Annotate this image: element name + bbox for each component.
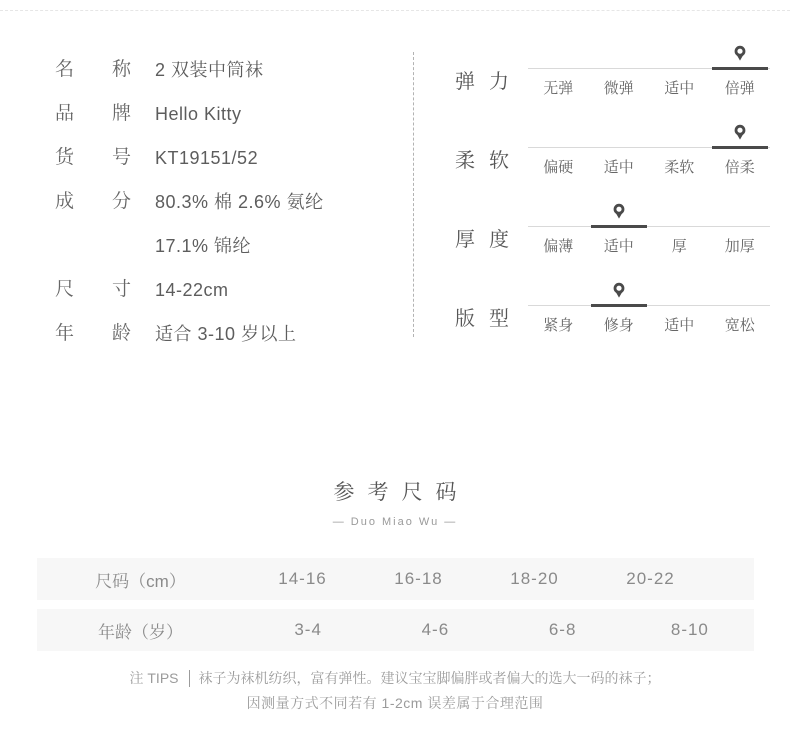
tips-text-line1: 袜子为袜机纺织，富有弹性。建议宝宝脚偏胖或者偏大的选大一码的袜子； <box>198 670 661 686</box>
row-cells <box>245 569 754 589</box>
table-row-size <box>37 558 754 600</box>
spec-value: 80.3% 棉 2.6% 氨纶 17.1% 锦纶 <box>155 192 324 256</box>
location-pin-icon <box>612 203 626 222</box>
spec-value: 适合 3-10 岁以上 <box>155 324 297 344</box>
spec-list <box>55 44 413 368</box>
location-pin-icon <box>733 124 747 143</box>
slider-option: 适中 <box>664 317 695 334</box>
spec-label: 年龄 <box>55 323 131 344</box>
spec-row-brand <box>55 104 413 124</box>
location-pin-icon <box>733 45 747 64</box>
slider-option: 偏薄 <box>543 238 574 255</box>
spec-label: 货号 <box>55 147 131 168</box>
active-segment <box>591 304 648 307</box>
table-cell: 18-20 <box>510 569 559 588</box>
slider-option: 柔软 <box>664 159 695 176</box>
location-pin-icon <box>612 282 626 301</box>
spec-row-size <box>55 280 413 300</box>
spec-label: 品牌 <box>55 103 131 124</box>
slider-track <box>528 68 770 98</box>
spec-row-item-no <box>55 148 413 168</box>
tips-divider <box>189 670 190 687</box>
table-row-age <box>37 609 754 651</box>
slider-name: 厚度 <box>455 229 509 251</box>
slider-softness <box>455 123 790 177</box>
slider-track <box>528 147 770 177</box>
table-cell: 4-6 <box>421 620 450 639</box>
slider-option: 适中 <box>664 80 695 97</box>
section-title: 参考尺码 <box>333 481 470 504</box>
slider-option: 修身 <box>589 306 650 335</box>
spec-label: 成分 <box>55 191 131 212</box>
slider-fit <box>455 281 790 335</box>
slider-option: 偏硬 <box>543 159 574 176</box>
table-cell: 3-4 <box>294 620 322 639</box>
slider-elasticity <box>455 44 790 98</box>
slider-list <box>414 44 790 368</box>
row-header: 年龄（岁） <box>98 622 183 642</box>
slider-option: 适中 <box>603 159 634 176</box>
table-cell: 20-22 <box>626 569 675 588</box>
table-cell: 8-10 <box>670 620 709 639</box>
row-header: 尺码（cm） <box>95 571 186 591</box>
spec-value: KT19151/52 <box>155 148 259 168</box>
size-table <box>37 558 754 651</box>
slider-option: 加厚 <box>724 238 755 255</box>
slider-option: 微弹 <box>603 80 634 97</box>
spec-value-line2: 17.1% 锦纶 <box>155 236 252 256</box>
spec-label: 名称 <box>55 59 131 80</box>
table-cell: 14-16 <box>278 569 327 588</box>
section-subtitle: — Duo Miao Wu — <box>332 516 458 528</box>
spec-row-name <box>55 60 413 80</box>
top-dashed-border <box>0 10 790 11</box>
slider-track <box>528 305 770 335</box>
tips-line1 <box>0 667 790 690</box>
active-segment <box>591 225 648 228</box>
tips-note-label: 注 TIPS <box>129 670 179 686</box>
spec-row-composition <box>55 192 413 256</box>
slider-option: 倍弹 <box>710 69 771 98</box>
spec-content <box>0 44 790 368</box>
spec-value: 2 双装中筒袜 <box>155 60 264 80</box>
tips-note <box>0 667 790 715</box>
row-cells <box>245 620 754 640</box>
active-segment <box>712 67 769 70</box>
slider-thickness <box>455 202 790 256</box>
size-reference-section <box>0 476 790 528</box>
slider-track <box>528 226 770 256</box>
table-cell: 16-18 <box>394 569 443 588</box>
active-segment <box>712 146 769 149</box>
table-cell: 6-8 <box>548 620 577 639</box>
slider-option: 无弹 <box>543 80 574 97</box>
slider-option: 倍柔 <box>710 148 771 177</box>
slider-option: 紧身 <box>543 317 574 334</box>
spec-row-age <box>55 324 413 344</box>
slider-name: 弹力 <box>455 71 509 93</box>
spec-value: Hello Kitty <box>155 104 242 124</box>
slider-option: 宽松 <box>724 317 755 334</box>
slider-name: 版型 <box>455 308 509 330</box>
slider-name: 柔软 <box>455 150 509 172</box>
spec-label: 尺寸 <box>55 279 131 300</box>
slider-option: 适中 <box>589 227 650 256</box>
spec-value: 14-22cm <box>155 280 229 300</box>
tips-text-line2: 因测量方式不同若有 1-2cm 误差属于合理范围 <box>246 695 544 711</box>
slider-option: 厚 <box>671 238 687 255</box>
